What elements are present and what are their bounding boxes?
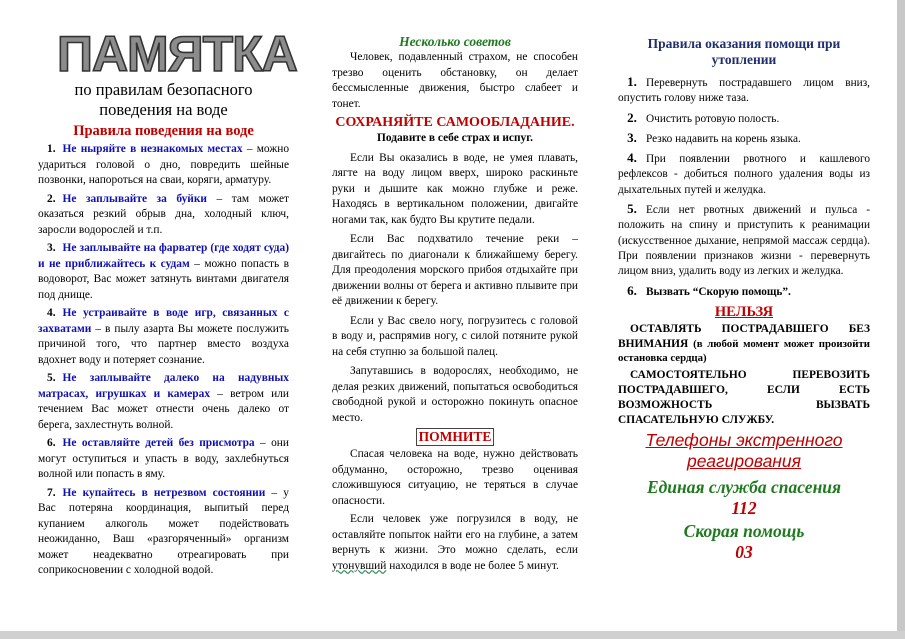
first-aid-step bbox=[618, 201, 870, 279]
first-aid-step bbox=[618, 110, 870, 127]
forbid-self-transport: САМОСТОЯТЕЛЬНО ПЕРЕВОЗИТЬ ПОСТРАДАВШЕГО, ЕСЛИ ЕСТЬ ВОЗМОЖНОСТЬ ВЫЗВАТЬ СПАСАТЕЛЬНУЮ СЛУЖБУ. bbox=[618, 369, 870, 426]
behavior-rules-column bbox=[38, 122, 289, 582]
first-aid-step bbox=[618, 150, 870, 198]
rule-number: 6. bbox=[47, 437, 56, 449]
first-aid-steps bbox=[618, 74, 870, 300]
step-number: 1. bbox=[627, 74, 637, 89]
advice-column bbox=[332, 33, 578, 574]
step-text: При появлении рвотного и кашлевого рефлексов - добиться полного удаления воды из дыхательных путей и желудка. bbox=[618, 153, 870, 196]
step-number: 2. bbox=[627, 109, 637, 125]
behavior-rule bbox=[38, 241, 289, 303]
step-text: Если нет рвотных движений и пульса - положить на спину и приступить к реанимации (искусственное дыхание, непрямой массаж сердца). При появлении признаков жизни - перевернуть лицом вниз, удалить воду из легких и желудка. bbox=[618, 204, 870, 278]
behavior-rule bbox=[38, 142, 289, 189]
behavior-rules-heading: Правила поведения на воде bbox=[73, 123, 254, 139]
rule-number: 4. bbox=[47, 307, 56, 319]
window-edge-bottom bbox=[0, 631, 905, 639]
rule-number: 7. bbox=[47, 486, 56, 499]
step-text: Перевернуть пострадавшего лицом вниз, опустить голову ниже таза. bbox=[618, 77, 870, 105]
rule-highlight: Не оставляйте детей без присмотра bbox=[62, 437, 255, 449]
forbid-leave-unattended: ОСТАВЛЯТЬ ПОСТРАДАВШЕГО БЕЗ ВНИМАНИЯ (в любой момент может произойти остановка сердца) bbox=[618, 322, 870, 365]
advice-paragraph: Если у Вас свело ногу, погрузитесь с головой в воду и, распрямив ногу, с силой потяните рукой на себя ступню за большой палец. bbox=[332, 314, 578, 358]
step-number: 6. bbox=[627, 282, 637, 298]
first-aid-step bbox=[618, 130, 870, 147]
rule-number: 2. bbox=[47, 192, 56, 205]
advice-paragraph: Если Вас подхватило течение реки – двигайтесь по диагонали к ближайшему берегу. Для преодоления морского прибоя отдыхайте при движении волны от берега и активно плывите при её движении к берегу. bbox=[332, 233, 578, 307]
step-text: Вызвать “Скорую помощь”. bbox=[646, 285, 791, 298]
remember-paragraph: Спасая человека на воде, нужно действовать обдуманно, осторожно, трезво оценивая сложившуюся ситуацию, не теряться в случае опасности. bbox=[332, 448, 578, 507]
rule-highlight: Не устраивайте в воде игр, связанных с захватами bbox=[38, 307, 289, 335]
behavior-rule bbox=[38, 192, 289, 239]
step-number: 5. bbox=[627, 201, 637, 217]
rule-number: 3. bbox=[47, 242, 56, 254]
advice-intro: Человек, подавленный страхом, не способен трезво оценить обстановку, он делает бессмысленные движения, быстро слабеет и тонет. bbox=[332, 51, 578, 110]
remember-heading: ПОМНИТЕ bbox=[416, 428, 495, 446]
drowned-search-paragraph: Если человек уже погрузился в воду, не оставляйте попыток найти его на глубине, а затем вернуть к жизни. Это можно сделать, если утонувший находился в воде не более 5 минут. bbox=[332, 513, 578, 572]
advice-paragraph: Запутавшись в водорослях, необходимо, не делая резких движений, попытаться освободиться свободной рукой и осторожно покинуть опасное место. bbox=[332, 365, 578, 424]
rule-highlight: Не заплывайте на фарватер (где ходят суда) и не приближайтесь к судам bbox=[38, 242, 289, 270]
rule-number: 1. bbox=[47, 143, 56, 155]
window-edge-right bbox=[897, 0, 905, 639]
behavior-rule bbox=[38, 306, 289, 368]
behavior-rule bbox=[38, 371, 289, 433]
keep-calm-callout: СОХРАНЯЙТЕ САМООБЛАДАНИЕ. bbox=[335, 115, 575, 130]
rescue-service-label: Единая служба спасения bbox=[646, 477, 842, 498]
emergency-phones-heading: Телефоны экстренного реагирования bbox=[645, 430, 843, 472]
suppress-fear-text: Подавите в себе страх и испуг. bbox=[377, 132, 533, 144]
first-aid-heading: Правила оказания помощи при утоплении bbox=[647, 36, 841, 67]
step-text: Резко надавить на корень языка. bbox=[646, 132, 801, 145]
behavior-rules-list bbox=[38, 142, 289, 579]
rule-text: – можно удариться головой о дно, повредить шейные позвонки, напороться на сваи, коряги, арматуру. bbox=[38, 143, 290, 186]
rule-highlight: Не заплывайте за буйки bbox=[62, 192, 207, 205]
advice-paragraphs bbox=[332, 151, 578, 427]
step-number: 4. bbox=[627, 150, 637, 166]
rule-highlight: Не купайтесь в нетрезвом состоянии bbox=[62, 486, 266, 499]
step-text: Очистить ротовую полость. bbox=[646, 112, 780, 125]
rule-text: – в пылу азарта Вы можете послужить причиной того, что партнер вместо воздуха вдохнет воду и потеряет сознание. bbox=[38, 322, 289, 366]
ambulance-number: 03 bbox=[735, 542, 753, 563]
advice-paragraph: Если Вы оказались в воде, не умея плавать, лягте на воду лицом вверх, широко раскиньте руки и дышите как можно глубже и реже. Находясь в вертикальном положении, двигайте ногами так, как будто Вы крутите педали. bbox=[332, 151, 578, 226]
rule-number: 5. bbox=[47, 372, 56, 384]
first-aid-column bbox=[618, 36, 870, 562]
page-subtitle: по правилам безопасного поведения на воде bbox=[74, 80, 253, 119]
ambulance-label: Скорая помощь bbox=[683, 521, 805, 542]
behavior-rule bbox=[38, 436, 289, 483]
forbidden-heading: НЕЛЬЗЯ bbox=[714, 303, 774, 320]
behavior-rule bbox=[38, 486, 289, 579]
rule-text: – они могут оступиться и упасть в воду, захлебнуться волной или попасть в яму. bbox=[38, 437, 289, 480]
step-number: 3. bbox=[627, 129, 637, 145]
rule-text: – у Вас потеряна координация, выпитый перед купанием алкоголь может подействовать неожиданно, Ваш «разгоряченный» организм может неадекватно отреагировать при соприкосновении с холодной водой. bbox=[38, 486, 289, 576]
drowned-word: утонувший bbox=[332, 559, 387, 572]
page-title: ПАМЯТКА bbox=[57, 26, 297, 82]
rule-highlight: Не заплывайте далеко на надувных матрасах, игрушках и камерах bbox=[38, 372, 289, 400]
rule-text: – там может оказаться резкий обрыв дна, холодный ключ, заросли водорослей и т.п. bbox=[38, 192, 289, 236]
advice-heading: Несколько советов bbox=[399, 34, 511, 49]
rule-text: – можно попасть в водоворот, Вас может затянуть винтами двигателя под днище. bbox=[38, 257, 289, 301]
rescue-service-number: 112 bbox=[731, 498, 757, 519]
first-aid-step bbox=[618, 283, 870, 300]
rule-highlight: Не ныряйте в незнакомых местах bbox=[62, 143, 243, 155]
rule-text: – ветром или течением Вас может отнести очень далеко от берега, захлестнуть волной. bbox=[38, 387, 289, 431]
first-aid-step bbox=[618, 74, 870, 107]
